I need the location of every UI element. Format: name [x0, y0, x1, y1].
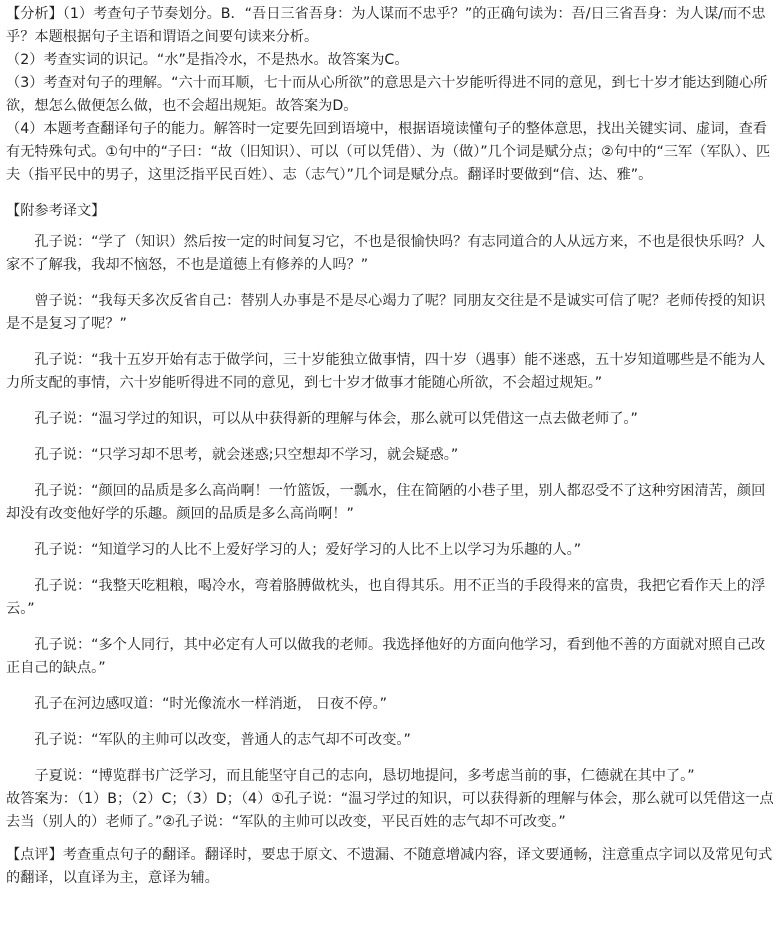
- analysis-paragraph-2: （2）考查实词的识记。“水”是指冷水，不是热水。故答案为C。: [6, 52, 409, 68]
- translation-item: 孔子说：“多个人同行，其中必定有人可以做我的老师。我选择他好的方面向他学习，看到他不善的方面就对照自己改正自己的缺点。”: [6, 637, 766, 676]
- translation-heading: 【附参考译文】: [6, 203, 106, 219]
- answer-paragraph: 故答案为：（1）B；（2）C；（3）D；（4）①孔子说：“温习学过的知识，可以获得新的理解与体会，那么就可以凭借这一点去当（别人的）老师了。”②孔子说：“军队的主帅可以改变，平民百姓的志气却不可改变。”: [6, 791, 774, 830]
- translation-item: 曾子说：“我每天多次反省自己：替别人办事是不是尽心竭力了呢？同朋友交往是不是诚实可信了呢？老师传授的知识是不是复习了呢？”: [6, 293, 766, 332]
- translation-item: 孔子说：“知道学习的人比不上爱好学习的人；爱好学习的人比不上以学习为乐趣的人。”: [34, 542, 582, 558]
- analysis-tag: 【分析】: [6, 6, 63, 22]
- comment-paragraph: [6, 844, 776, 890]
- analysis-paragraph-1: [6, 3, 776, 49]
- translation-item: 孔子说：“学了（知识）然后按一定的时间复习它，不也是很愉快吗？有志同道合的人从远方来，不也是很快乐吗？人家不了解我，我却不恼怒，不也是道德上有修养的人吗？”: [6, 234, 766, 273]
- analysis-text-1: （1）考查句子节奏划分。B．“吾日三省吾身：为人谋而不忠乎？”的正确句读为：吾/日三省吾身：为人谋/而不忠乎？本题根据句子主语和谓语之间要句读来分析。: [6, 6, 766, 45]
- document-page: [6, 3, 776, 890]
- translation-item: 孔子说：“军队的主帅可以改变，普通人的志气却不可改变。”: [34, 732, 411, 748]
- translation-item: 子夏说：“博览群书广泛学习，而且能坚守自己的志向，恳切地提问，多考虑当前的事，仁德就在其中了。”: [34, 768, 695, 784]
- translation-item: 孔子说：“我十五岁开始有志于做学问，三十岁能独立做事情，四十岁（遇事）能不迷惑，五十岁知道哪些是不能为人力所支配的事情，六十岁能听得进不同的意见，到七十岁才做事才能随心所欲，不会超过规矩。”: [6, 352, 766, 391]
- analysis-section: [6, 3, 776, 187]
- comment-text: 考查重点句子的翻译。翻译时，要忠于原文、不遗漏、不随意增减内容，译文要通畅，注意重点字词以及常见句式的翻译，以直译为主，意译为辅。: [6, 847, 773, 886]
- analysis-paragraph-3: （3）考查对句子的理解。“六十而耳顺，七十而从心所欲”的意思是六十岁能听得进不同的意见，到七十岁才能达到随心所欲，想怎么做便怎么做，也不会超出规矩。故答案为D。: [6, 75, 768, 114]
- translation-section: [6, 231, 776, 788]
- translation-item: 孔子在河边感叹道：“时光像流水一样消逝， 日夜不停。”: [34, 696, 388, 712]
- translation-item: 孔子说：“颜回的品质是多么高尚啊！一竹篮饭，一瓢水，住在简陋的小巷子里，别人都忍受不了这种穷困清苦，颜回却没有改变他好学的乐趣。颜回的品质是多么高尚啊！”: [6, 483, 766, 522]
- translation-item: 孔子说：“只学习却不思考，就会迷惑;只空想却不学习，就会疑惑。”: [34, 447, 459, 463]
- comment-tag: 【点评】: [6, 847, 63, 863]
- translation-item: 孔子说：“我整天吃粗粮，喝冷水，弯着胳膊做枕头，也自得其乐。用不正当的手段得来的富贵，我把它看作天上的浮云。”: [6, 578, 766, 617]
- translation-item: 孔子说：“温习学过的知识，可以从中获得新的理解与体会，那么就可以凭借这一点去做老师了。”: [34, 411, 638, 427]
- analysis-paragraph-4: （4）本题考查翻译句子的能力。解答时一定要先回到语境中，根据语境读懂句子的整体意思，找出关键实词、虚词，查看有无特殊句式。①句中的“子曰：“故（旧知识）、可以（可以凭借）、为（做）”几个词是赋分点；②句中的“三军（军队）、匹夫（指平民中的男子，这里泛指平民百姓）、志（志气）”几个词是赋分点。翻译时要做到“信、达、雅”。: [6, 121, 771, 183]
